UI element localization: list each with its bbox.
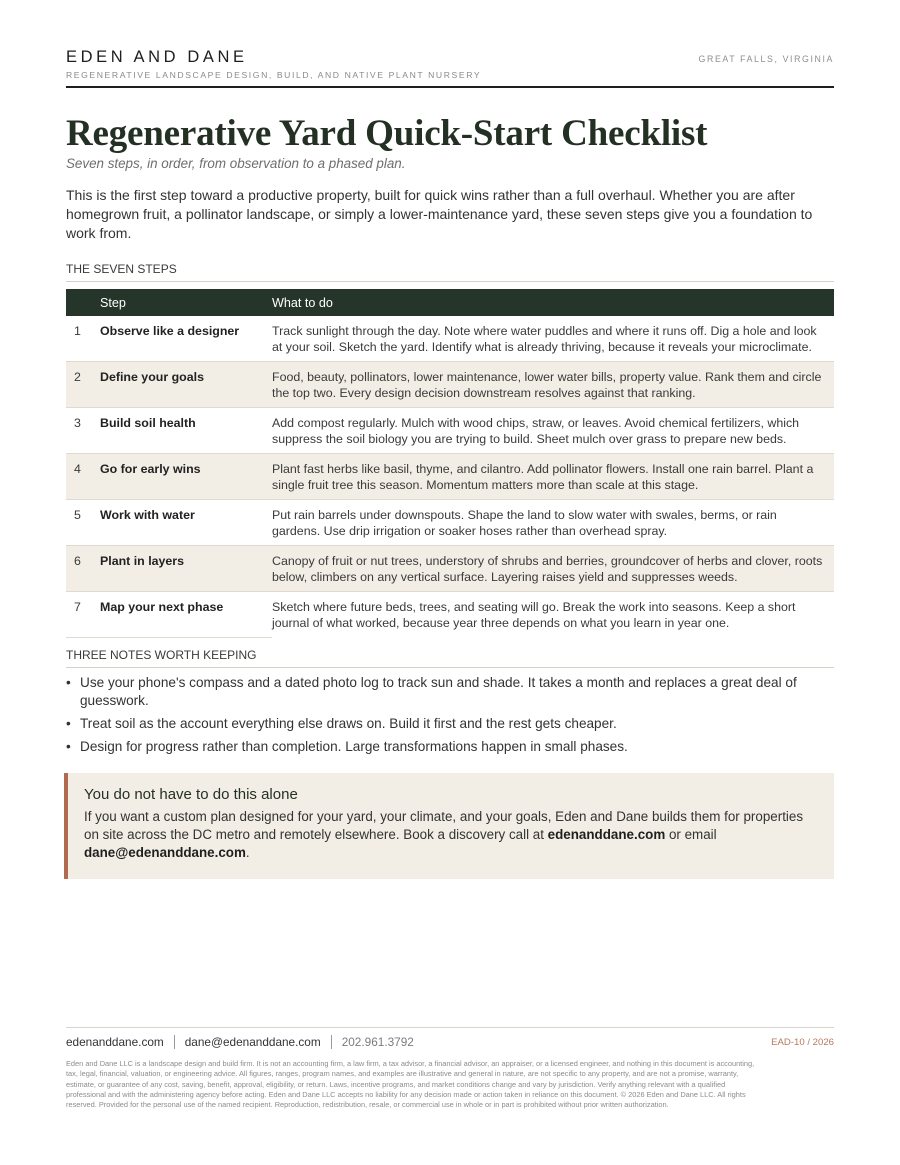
header-rule	[66, 86, 834, 88]
document-code: EAD-10 / 2026	[771, 1037, 834, 1048]
step-number: 4	[66, 454, 100, 500]
contact-callout	[64, 773, 834, 879]
bullet-icon: •	[66, 716, 71, 731]
legal-disclaimer: Eden and Dane LLC is a landscape design and build firm. It is not an accounting firm, a law firm, a tax advisor, a financial advisor, an appraiser, or a licensed engineer, and nothing in this document is accounting, tax, legal, financial, valuation, or engineering advice. All figures, ranges, program names, and examples are illustrative and general in nature, are not specific to any property, and are not a promise, warranty, estimate, or guarantee of any cost, saving, benefit, approval, eligibility, or return. Laws, incentive programs, and market conditions change and vary by jurisdiction. Verify anything relevant with a qualified professional and with the administering agency before acting. Eden and Dane LLC accepts no liability for any decision made or action taken in reliance on this document. © 2026 Eden and Dane LLC. All rights reserved. Provided for the personal use of the named recipient. Reproduction, redistribution, resale, or commercial use in whole or in part is prohibited without prior written authorization.	[66, 1059, 755, 1110]
note-text: Use your phone's compass and a dated photo log to track sun and shade. It takes a month and replaces a great deal of guesswork.	[80, 675, 797, 708]
footer-divider	[331, 1035, 332, 1049]
table-row	[66, 592, 834, 638]
note-text: Design for progress rather than completion. Large transformations happen in small phases.	[80, 739, 628, 754]
step-number: 2	[66, 362, 100, 408]
steps-section-label: THE SEVEN STEPS	[66, 262, 834, 282]
step-name: Observe like a designer	[100, 316, 272, 362]
footer-contacts	[66, 1035, 414, 1049]
callout-text: .	[245, 845, 250, 860]
callout-email-link[interactable]: dane@edenanddane.com	[84, 845, 246, 860]
footer-website-link[interactable]: edenanddane.com	[66, 1035, 164, 1049]
column-header-num	[66, 289, 100, 316]
step-name: Map your next phase	[100, 592, 272, 638]
step-number: 1	[66, 316, 100, 362]
footer-phone[interactable]: 202.961.3792	[341, 1035, 414, 1049]
footer-divider	[174, 1035, 175, 1049]
list-item	[66, 738, 834, 756]
step-number: 7	[66, 592, 100, 638]
bullet-icon: •	[66, 675, 71, 690]
step-number: 6	[66, 546, 100, 592]
page-subtitle: Seven steps, in order, from observation to a phased plan.	[66, 156, 406, 171]
table-row	[66, 362, 834, 408]
callout-body	[84, 808, 814, 862]
table-row	[66, 546, 834, 592]
notes-section-label: THREE NOTES WORTH KEEPING	[66, 648, 834, 668]
column-header-what: What to do	[272, 289, 834, 316]
step-number: 5	[66, 500, 100, 546]
step-description: Add compost regularly. Mulch with wood chips, straw, or leaves. Avoid chemical fertilizers, which suppress the soil biology you are trying to build. Sheet mulch over grass to prepare new beds.	[272, 408, 834, 454]
table-row	[66, 408, 834, 454]
bullet-icon: •	[66, 739, 71, 754]
step-description: Put rain barrels under downspouts. Shape the land to slow water with swales, berms, or rain gardens. Use drip irrigation or soaker hoses rather than overhead spray.	[272, 500, 834, 546]
callout-website-link[interactable]: edenanddane.com	[547, 827, 666, 842]
brand-tagline: REGENERATIVE LANDSCAPE DESIGN, BUILD, AND NATIVE PLANT NURSERY	[66, 70, 482, 80]
steps-table-header	[66, 289, 834, 316]
page-title: Regenerative Yard Quick-Start Checklist	[66, 113, 708, 154]
document-page	[66, 0, 834, 1165]
notes-list	[66, 674, 834, 761]
step-name: Plant in layers	[100, 546, 272, 592]
step-description: Plant fast herbs like basil, thyme, and cilantro. Add pollinator flowers. Install one rain barrel. Plant a single fruit tree this season. Momentum matters more than scale at this stage.	[272, 454, 834, 500]
step-name: Go for early wins	[100, 454, 272, 500]
step-description: Food, beauty, pollinators, lower maintenance, lower water bills, property value. Rank them and circle the top two. Every design decision downstream resolves against that ranking.	[272, 362, 834, 408]
table-row	[66, 500, 834, 546]
callout-heading: You do not have to do this alone	[84, 786, 298, 803]
brand-name: EDEN AND DANE	[66, 48, 248, 66]
table-row	[66, 454, 834, 500]
footer-rule	[66, 1027, 834, 1028]
list-item	[66, 715, 834, 733]
step-description: Track sunlight through the day. Note where water puddles and where it runs off. Dig a hole and look at your soil. Sketch the yard. Identify what is already thriving, because it reveals your microclimate.	[272, 316, 834, 362]
callout-text: If you want a custom plan designed for your yard, your climate, and your goals, Eden and Dane builds them for properties on site across the DC metro and remotely elsewhere. Book a discovery call at	[84, 809, 804, 842]
footer-email-link[interactable]: dane@edenanddane.com	[184, 1035, 321, 1049]
table-row	[66, 316, 834, 362]
step-description: Canopy of fruit or nut trees, understory of shrubs and berries, groundcover of herbs and clover, roots below, climbers on any vertical surface. Layering raises yield and suppresses weeds.	[272, 546, 834, 592]
callout-text: or email	[665, 827, 717, 842]
column-header-step: Step	[100, 289, 272, 316]
step-number: 3	[66, 408, 100, 454]
intro-paragraph: This is the first step toward a productive property, built for quick wins rather than a full overhaul. Whether you are after homegrown fruit, a pollinator landscape, or simply a lower-maintenance yard, these seven steps give you a foundation to work from.	[66, 187, 813, 241]
list-item	[66, 674, 834, 710]
step-name: Define your goals	[100, 362, 272, 408]
steps-table	[66, 289, 834, 638]
step-name: Build soil health	[100, 408, 272, 454]
note-text: Treat soil as the account everything else draws on. Build it first and the rest gets cheaper.	[80, 716, 617, 731]
step-name: Work with water	[100, 500, 272, 546]
location-label: GREAT FALLS, VIRGINIA	[698, 54, 834, 64]
step-description: Sketch where future beds, trees, and seating will go. Break the work into seasons. Keep a short journal of what worked, because year three depends on what you learn in year one.	[272, 600, 796, 630]
